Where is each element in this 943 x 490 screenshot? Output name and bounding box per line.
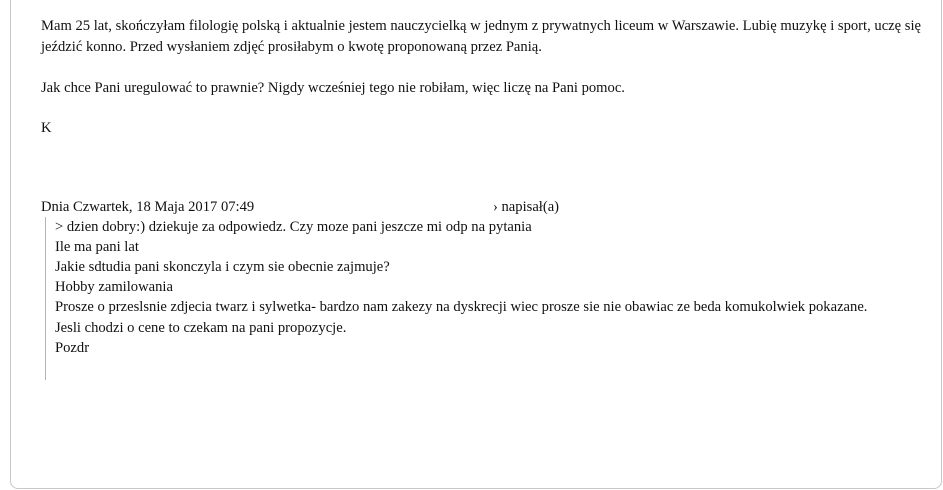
email-body-frame bbox=[10, 0, 942, 489]
quote-attribution-line bbox=[41, 197, 921, 218]
quoted-line: Prosze o przeslsnie zdjecia twarz i sylwetka- bardzo nam zakezy na dyskrecji wiec prosze sie nie obawiac ze beda komukolwiek pokazane. bbox=[55, 299, 868, 315]
attribution-date: Dnia Czwartek, 18 Maja 2017 07:49 bbox=[41, 199, 255, 215]
reply-paragraph-intro: Mam 25 lat, skończyłam filologię polską i aktualnie jestem nauczycielką w jednym z prywatnych liceum w Warszawie. Lubię muzykę i sport, uczę się jeździć konno. Przed wysłaniem zdjęć prosiłabym o kwotę proponowaną przez Panią. bbox=[41, 18, 921, 55]
quoted-line: Ile ma pani lat bbox=[55, 239, 139, 255]
attribution-sender: › napisał(a) bbox=[493, 199, 560, 215]
quoted-line: Jakie sdtudia pani skonczyla i czym sie obecnie zajmuje? bbox=[55, 259, 390, 275]
quoted-line: Pozdr bbox=[55, 340, 90, 356]
reply-signature: K bbox=[41, 120, 52, 136]
quoted-message bbox=[45, 217, 905, 380]
reply-paragraph-question: Jak chce Pani uregulować to prawnie? Nigdy wcześniej tego nie robiłam, więc liczę na Pani pomoc. bbox=[41, 80, 625, 96]
quoted-line: Hobby zamilowania bbox=[55, 279, 173, 295]
quoted-line: > dzien dobry:) dziekuje za odpowiedz. Czy moze pani jeszcze mi odp na pytania bbox=[55, 219, 532, 235]
quoted-line: Jesli chodzi o cene to czekam na pani propozycje. bbox=[55, 320, 347, 336]
